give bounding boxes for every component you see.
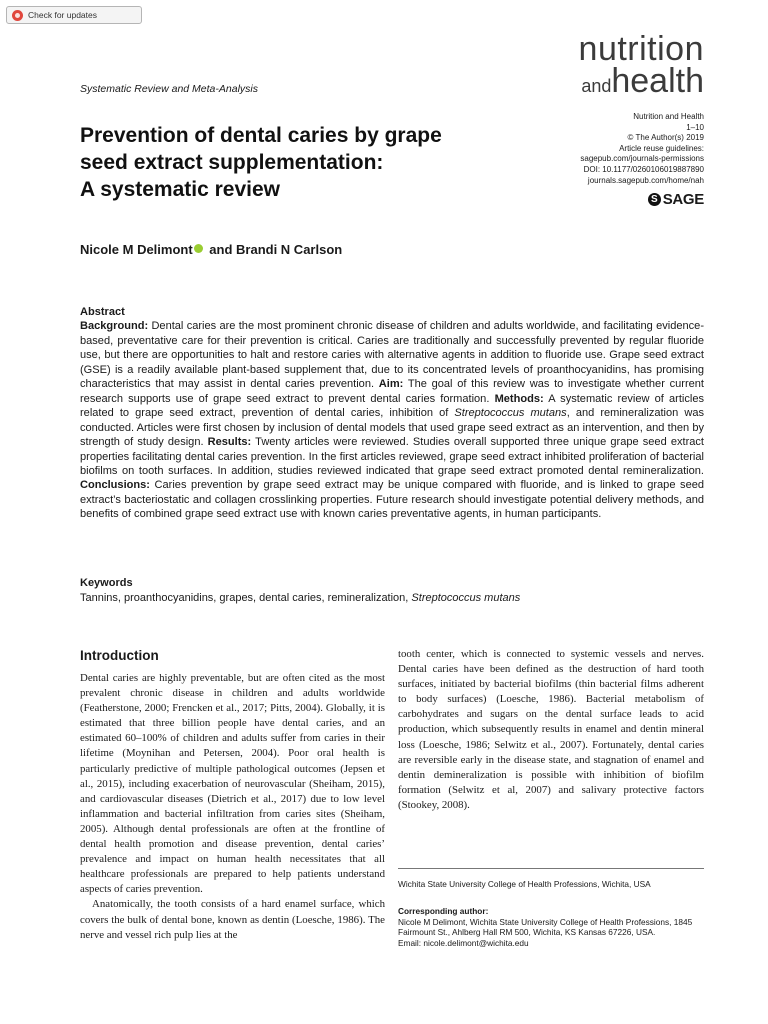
title-line: seed extract supplementation: — [80, 151, 384, 174]
background-label: Background: — [80, 320, 149, 333]
methods-label: Methods: — [494, 392, 544, 405]
results-text: Twenty articles were reviewed. Studies overall supported three unique grape seed extract properties facilitating dental caries prevention. In the first articles reviewed, grape seed extract inhibited proliferation of bacterial biofilms on tooth surfaces. In addition, studies reviewed indicated that grape seed extract promoted dental remineralization. — [80, 436, 704, 477]
corresponding-heading: Corresponding author: — [398, 906, 489, 916]
journal-logo-and: and — [581, 76, 612, 96]
affiliation: Wichita State University College of Health Professions, Wichita, USA — [398, 879, 651, 889]
check-for-updates-button[interactable] — [6, 6, 142, 24]
check-for-updates-label: Check for updates — [28, 10, 97, 20]
article-metadata — [484, 112, 704, 186]
permissions-link[interactable]: sagepub.com/journals-permissions — [580, 154, 704, 164]
corresponding-address: Nicole M Delimont, Wichita State University College of Health Professions, 1845 Fairmount St., Ahlberg Hall RM 500, Wichita, KS Kansas 67226, USA. — [398, 916, 693, 938]
methods-text: A systematic review of articles related to grape seed extract, prevention of dental caries, inhibition of — [80, 392, 704, 420]
corresponding-author — [398, 906, 704, 948]
body-paragraph: Anatomically, the tooth consists of a hard enamel surface, which covers the bulk of dental bone, known as dentin (Loesche, 1986). The nerve and vessel rich pulp lies at the — [80, 898, 385, 941]
copyright: © The Author(s) 2019 — [627, 133, 704, 143]
keywords-species: Streptococcus mutans — [411, 591, 521, 604]
conclusions-text: Caries prevention by grape seed extract may be unique compared with fluoride, and is linked to grape seed extract’s bacteriostatic and collagen crosslinking properties. Future research should investigate potential delivery methods, and benefits of combined grape seed extract use with known caries preventative agents, in human participants. — [80, 479, 704, 521]
title-line: A systematic review — [80, 178, 281, 201]
journal-logo-nutrition: nutrition — [578, 30, 704, 68]
conclusions-label: Conclusions: — [80, 479, 150, 492]
reuse-guidelines-label: Article reuse guidelines: — [619, 143, 704, 153]
keywords-text: Tannins, proanthocyanidins, grapes, dental caries, remineralization, — [80, 591, 412, 604]
body-paragraph: Dental caries are highly preventable, but are often cited as the most prevalent chronic disease in children and adults worldwide (Featherstone, 2000; Frencken et al., 2017; Pitts, 2004). Globally, it is estimated that three billion people have dental caries, and an estimated 60–100% of children and adults suffer from caries in their lifetime (Moynihan and Petersen, 2004). Poor oral health is particularly predictive of multiple pathological outcomes (Jepsen et al., 2015), including exacerbation of neurovascular (Sheiham, 2015), and cardiovascular diseases (Dietrich et al., 2017) due to low level inflammation and bacterial infiltration from caries sites (Sheiham, 2005). Although dental professionals are often at the frontline of dental health promotion and disease prevention, dental caries’ prevalence and impact on human health necessitates that all healthcare professionals are prepared to help patients understand aspects of caries prevention. — [80, 672, 385, 896]
journal-home-link[interactable]: journals.sagepub.com/home/nah — [587, 175, 704, 185]
article-title — [80, 122, 520, 203]
author-list — [80, 242, 342, 257]
page-range: 1–10 — [686, 122, 704, 132]
keywords-list — [80, 591, 704, 606]
sage-mark-icon: S — [648, 193, 661, 206]
introduction-heading: Introduction — [80, 648, 159, 663]
abstract-heading: Abstract — [80, 306, 125, 318]
body-paragraph: tooth center, which is connected to systemic vessels and nerves. Dental caries have been defined as the destruction of hard tooth surfaces, initiated by bacterial biofilms (thin bacterial films adherent to body surfaces) (Loesche, 1986). Bacterial metabolism of carbohydrates and sugars on the dental surface leads to acid production, which subsequently results in enamel and dentin mineral loss (Loesche, 1986; Selwitz et al., 2007). Fortunately, dental caries are reversible early in the disease state, and stagnation of enamel and dentin demineralization is possible with inhibition of biofilm formation (Selwitz et al, 2007) and salivary protective factors (Stookey, 2008). — [398, 648, 704, 811]
abstract — [80, 305, 704, 522]
journal-logo-health: health — [611, 62, 704, 100]
journal-logo — [504, 32, 704, 102]
aim-label: Aim: — [378, 378, 404, 391]
article-type: Systematic Review and Meta-Analysis — [80, 83, 258, 95]
journal-name: Nutrition and Health — [633, 112, 704, 121]
keywords — [80, 576, 704, 605]
right-column — [398, 647, 704, 813]
orcid-icon[interactable] — [194, 244, 203, 253]
crossmark-icon — [12, 10, 23, 21]
results-label: Results: — [207, 436, 252, 449]
abstract-body — [80, 319, 704, 521]
doi-link[interactable]: DOI: 10.1177/0260106019887890 — [583, 164, 704, 174]
sage-logo — [648, 191, 704, 208]
keywords-heading: Keywords — [80, 577, 133, 589]
sage-wordmark: SAGE — [662, 191, 704, 208]
author-name: Nicole M Delimont — [80, 242, 193, 257]
background-text: Dental caries are the most prominent chronic disease of children and adults worldwide, and facilitating evidence-based, preventative care for their prevention is critical. Caries are traditionally and successfully prevented by regular fluoride use, but there are opportunities to halt and restore caries with alternative agents in addition to fluoride use. Grape seed extract (GSE) is a readily available plant-based supplement that, due to its concentrated levels of proanthocyanidins, has promising characteristics that may assist in dental caries prevention. — [80, 320, 704, 391]
author-name: and Brandi N Carlson — [205, 242, 343, 257]
aim-text: The goal of this review was to investigate whether current research supports use of grape seed extract to prevent dental caries formation. — [80, 378, 704, 405]
corresponding-email[interactable]: Email: nicole.delimont@wichita.edu — [398, 937, 529, 948]
title-line: Prevention of dental caries by grape — [80, 124, 442, 147]
methods-text: , and remineralization was conducted. Articles were first chosen by inclusion of dental models that used grape seed extract as an intervention, and then by strength of study design. — [80, 407, 705, 449]
methods-species: Streptococcus mutans — [454, 407, 567, 420]
footnote-divider — [398, 868, 704, 869]
left-column — [80, 648, 385, 943]
